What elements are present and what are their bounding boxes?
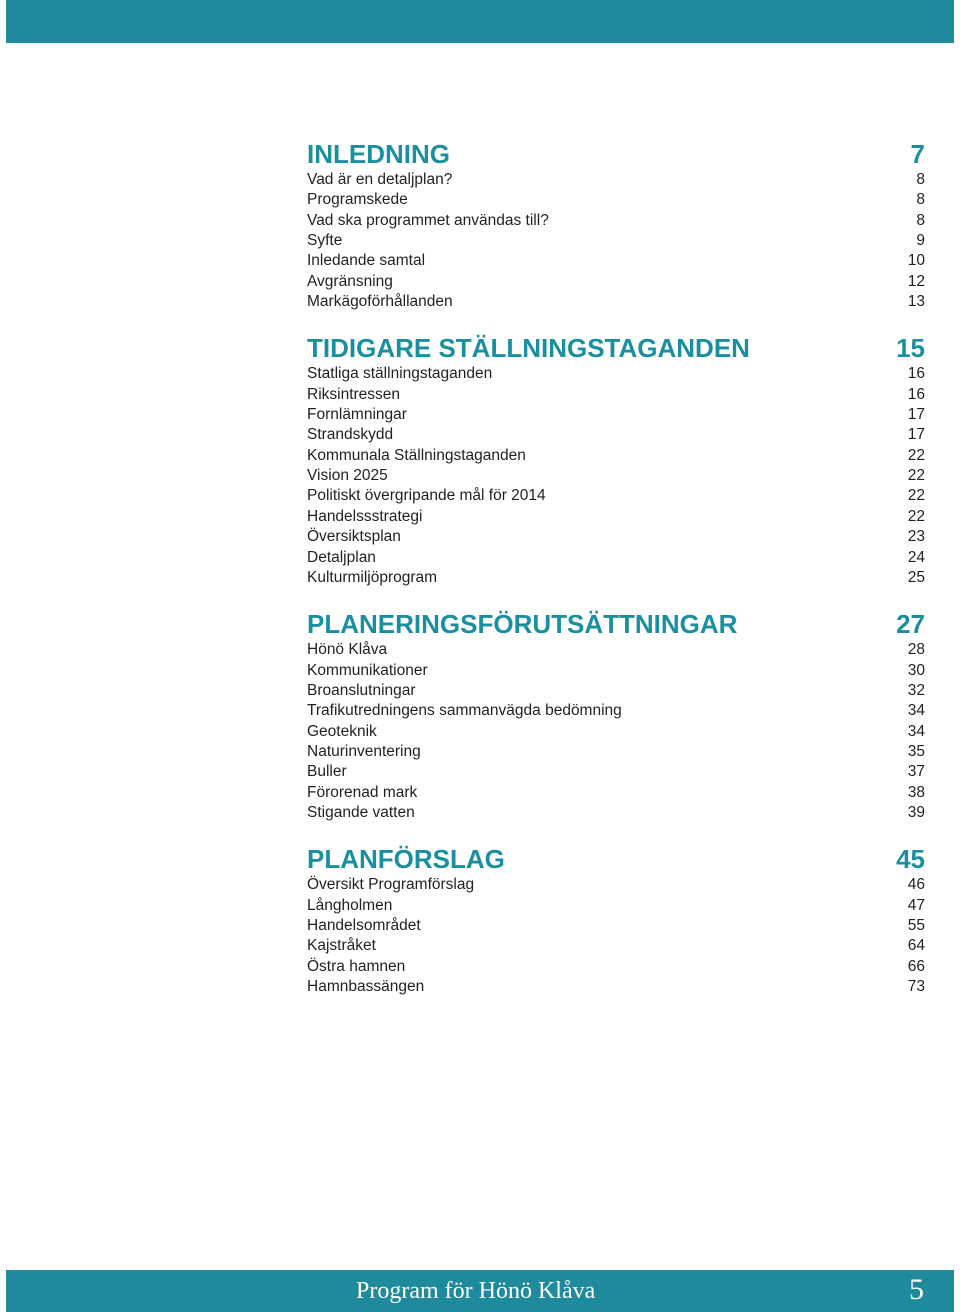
toc-entry[interactable] xyxy=(307,783,925,803)
toc-entry-page: 35 xyxy=(907,742,925,760)
toc-entry[interactable] xyxy=(307,762,925,782)
toc-entry-page: 17 xyxy=(907,406,925,424)
toc-entry-page: 8 xyxy=(916,211,925,229)
toc-entry-page: 47 xyxy=(907,896,925,914)
toc-entry[interactable] xyxy=(307,701,925,721)
toc-entry[interactable] xyxy=(307,640,925,660)
toc-entry-label: Kommunikationer xyxy=(307,661,428,679)
toc-entry-label: Kommunala Ställningstaganden xyxy=(307,446,526,464)
toc-entry[interactable] xyxy=(307,568,925,588)
toc-entry-page: 28 xyxy=(907,641,925,659)
toc-entry-label: Förorenad mark xyxy=(307,783,418,801)
section-page-number: 15 xyxy=(896,333,925,364)
toc-entry[interactable] xyxy=(307,405,925,425)
toc-entry[interactable] xyxy=(307,977,925,997)
toc-entry-label: Riksintressen xyxy=(307,385,401,403)
section-page-number: 7 xyxy=(910,139,925,169)
table-of-contents xyxy=(307,138,925,1017)
toc-entry-page: 22 xyxy=(907,446,925,464)
toc-entry-label: Geoteknik xyxy=(307,722,377,740)
toc-entry-page: 16 xyxy=(907,385,925,403)
toc-entry[interactable] xyxy=(307,364,925,384)
toc-entry-label: Översiktsplan xyxy=(307,528,401,546)
toc-entry[interactable] xyxy=(307,681,925,701)
toc-entry-page: 55 xyxy=(907,916,925,934)
toc-section xyxy=(307,138,925,312)
toc-entry-page: 38 xyxy=(907,783,925,801)
toc-entry-page: 22 xyxy=(907,507,925,525)
toc-entry[interactable] xyxy=(307,527,925,547)
toc-entry-page: 73 xyxy=(907,978,925,995)
toc-entry-page: 8 xyxy=(916,171,925,188)
toc-entry-label: Politiskt övergripande mål för 2014 xyxy=(307,487,546,505)
toc-entry[interactable] xyxy=(307,211,925,231)
toc-entry-label: Inledande samtal xyxy=(307,252,426,270)
toc-entry-label: Syfte xyxy=(307,232,343,250)
toc-entry-label: Strandskydd xyxy=(307,426,394,444)
toc-entry-label: Naturinventering xyxy=(307,742,421,760)
toc-entry[interactable] xyxy=(307,661,925,681)
toc-entry-page: 34 xyxy=(907,702,925,720)
toc-entry[interactable] xyxy=(307,936,925,956)
toc-entry-page: 66 xyxy=(907,957,925,975)
toc-entry-page: 32 xyxy=(907,681,925,699)
toc-entry-page: 8 xyxy=(916,191,925,209)
toc-entry-page: 16 xyxy=(907,365,925,383)
footer-title: Program för Hönö Klåva xyxy=(356,1278,596,1304)
toc-section xyxy=(307,843,925,997)
section-page-number: 27 xyxy=(896,609,925,640)
toc-entry[interactable] xyxy=(307,251,925,271)
toc-entry[interactable] xyxy=(307,803,925,823)
toc-entry-label: Avgränsning xyxy=(307,272,393,290)
footer-bar xyxy=(6,1270,954,1312)
toc-entry[interactable] xyxy=(307,957,925,977)
toc-entry-page: 22 xyxy=(907,487,925,505)
toc-entry-page: 10 xyxy=(907,252,925,270)
toc-entry-page: 46 xyxy=(907,876,925,894)
toc-entry[interactable] xyxy=(307,916,925,936)
section-title: PLANFÖRSLAG xyxy=(307,844,505,875)
toc-entry-label: Kulturmiljöprogram xyxy=(307,568,438,586)
toc-entry-label: Handelsområdet xyxy=(307,916,421,934)
section-page-number: 45 xyxy=(896,844,925,875)
toc-section xyxy=(307,332,925,588)
header-bar xyxy=(6,0,954,43)
section-title: INLEDNING xyxy=(307,139,450,169)
section-heading[interactable] xyxy=(307,332,925,364)
toc-entry-label: Översikt Programförslag xyxy=(307,876,475,894)
toc-entry[interactable] xyxy=(307,507,925,527)
toc-entry[interactable] xyxy=(307,190,925,210)
toc-entry-label: Långholmen xyxy=(307,896,393,914)
toc-entry-label: Handelssstrategi xyxy=(307,507,423,525)
toc-entry[interactable] xyxy=(307,875,925,895)
toc-entry-page: 39 xyxy=(907,803,925,821)
toc-entry[interactable] xyxy=(307,466,925,486)
toc-entry-page: 64 xyxy=(907,937,925,955)
toc-entry[interactable] xyxy=(307,170,925,190)
toc-entry-page: 9 xyxy=(916,232,925,250)
toc-entry-label: Detaljplan xyxy=(307,548,376,566)
toc-entry[interactable] xyxy=(307,722,925,742)
section-heading[interactable] xyxy=(307,608,925,640)
toc-entry-label: Markägoförhållanden xyxy=(307,293,453,311)
toc-entry-label: Hönö Klåva xyxy=(307,641,388,659)
toc-entry-page: 37 xyxy=(907,763,925,781)
toc-entry[interactable] xyxy=(307,742,925,762)
toc-entry-label: Kajstråket xyxy=(307,937,376,955)
section-heading[interactable] xyxy=(307,138,925,170)
toc-entry-label: Buller xyxy=(307,763,347,781)
toc-entry-label: Hamnbassängen xyxy=(307,978,425,995)
toc-entry-page: 25 xyxy=(907,568,925,586)
toc-entry[interactable] xyxy=(307,896,925,916)
toc-entry-page: 24 xyxy=(907,548,925,566)
toc-entry-page: 30 xyxy=(907,661,925,679)
toc-entry-label: Stigande vatten xyxy=(307,803,415,821)
section-heading[interactable] xyxy=(307,843,925,875)
toc-entry-page: 23 xyxy=(907,528,925,546)
toc-entry-label: Trafikutredningens sammanvägda bedömning xyxy=(307,702,622,720)
toc-entry-page: 22 xyxy=(907,467,925,485)
toc-entry-page: 17 xyxy=(907,426,925,444)
toc-entry-page: 34 xyxy=(907,722,925,740)
toc-entry-label: Broanslutningar xyxy=(307,681,416,699)
section-title: TIDIGARE STÄLLNINGSTAGANDEN xyxy=(307,333,750,364)
footer-page-number: 5 xyxy=(909,1273,924,1306)
toc-entry[interactable] xyxy=(307,486,925,506)
toc-entry[interactable] xyxy=(307,385,925,405)
toc-entry-label: Östra hamnen xyxy=(307,957,406,975)
toc-entry-label: Programskede xyxy=(307,191,408,209)
toc-entry-label: Vision 2025 xyxy=(307,467,388,485)
toc-entry-label: Fornlämningar xyxy=(307,406,407,424)
toc-entry[interactable] xyxy=(307,425,925,445)
toc-entry-page: 13 xyxy=(907,293,925,311)
toc-entry-label: Vad är en detaljplan? xyxy=(307,171,453,188)
toc-entry[interactable] xyxy=(307,231,925,251)
toc-entry-label: Vad ska programmet användas till? xyxy=(307,211,549,229)
section-title: PLANERINGSFÖRUTSÄTTNINGAR xyxy=(307,609,738,640)
toc-section xyxy=(307,608,925,823)
toc-entry-page: 12 xyxy=(907,272,925,290)
toc-entry-label: Statliga ställningstaganden xyxy=(307,365,493,383)
toc-entry[interactable] xyxy=(307,272,925,292)
toc-entry[interactable] xyxy=(307,292,925,312)
toc-entry[interactable] xyxy=(307,446,925,466)
toc-entry[interactable] xyxy=(307,548,925,568)
